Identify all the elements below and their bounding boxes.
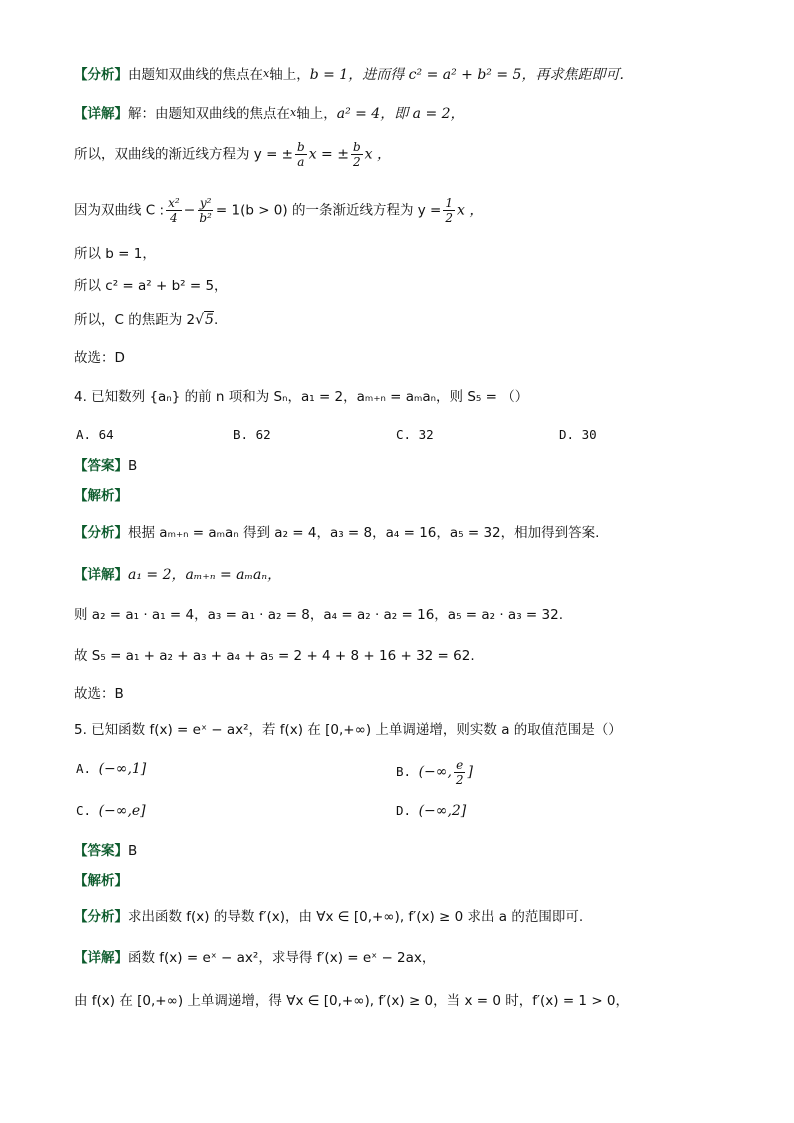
q3-asym-frac1	[295, 140, 307, 169]
frac-numerator: b	[297, 140, 305, 154]
q3-cond-frac3	[443, 196, 455, 225]
q4-stem: 4. 已知数列 {aₙ} 的前 n 项和为 Sₙ，a₁ = 2，aₘ₊ₙ = aₘaₙ，则 S₅ = （）	[74, 389, 529, 405]
q3-cond-mid: = 1(b > 0) 的一条渐近线方程为 y =	[215, 202, 442, 219]
q5-answer-line	[74, 840, 137, 862]
q4-jiexi-line	[74, 485, 128, 507]
q5-option-d-math: (−∞,2]	[418, 803, 467, 819]
q5-detail-line	[74, 947, 435, 969]
q4-option-b: B. 62	[233, 427, 271, 442]
q4-analysis-text: 根据 aₘ₊ₙ = aₘaₙ 得到 a₂ = 4，a₃ = 8，a₄ = 16，a₅ = 32，相加得到答案.	[128, 525, 600, 541]
q3-detail-x: x	[290, 106, 297, 119]
q3-cond-minus: −	[183, 202, 196, 219]
q5-option-c-math: (−∞,e]	[98, 803, 146, 819]
q3-focal-pre: 所以，C 的焦距为 2	[74, 312, 196, 328]
q3-asymptote-line	[74, 140, 391, 169]
q4-detail-text: a₁ = 2，aₘ₊ₙ = aₘaₙ，	[128, 567, 282, 583]
q5-last-line: 由 f(x) 在 [0,+∞) 上单调递增，得 ∀x ∈ [0,+∞), f′(x) ≥ 0，当 x = 0 时，f′(x) = 1 > 0，	[74, 993, 630, 1009]
q5-option-b	[396, 758, 473, 787]
q5-option-a-math: (−∞,1]	[98, 761, 147, 777]
q4-detail-line	[74, 564, 281, 586]
jiexi-tag: 【解析】	[74, 873, 128, 889]
q5-option-b-pre: (−∞,	[418, 764, 452, 780]
q4-option-d: D. 30	[559, 427, 597, 442]
q5-option-c	[76, 803, 146, 819]
detail-tag: 【详解】	[74, 950, 128, 966]
q3-analysis-math: b = 1，进而得 c² = a² + b² = 5，再求焦距即可.	[309, 67, 624, 83]
q3-detail-math: a² = 4，即 a = 2，	[336, 106, 465, 122]
detail-tag: 【详解】	[74, 567, 128, 583]
q5-option-c-letter: C.	[76, 803, 92, 818]
q3-detail-text-a: 解：由题知双曲线的焦点在	[128, 106, 290, 122]
q4-sum-line: 故 S₅ = a₁ + a₂ + a₃ + a₄ + a₅ = 2 + 4 + 8 + 16 + 32 = 62.	[74, 648, 475, 664]
q5-stem: 5. 已知函数 f(x) = eˣ − ax²，若 f(x) 在 [0,+∞) 上单调递增，则实数 a 的取值范围是（）	[74, 722, 622, 738]
frac-denominator: 2	[352, 155, 361, 169]
q4-option-c: C. 32	[396, 427, 434, 442]
q3-cond-pre: 因为双曲线 C :	[74, 202, 165, 219]
frac-numerator: x²	[168, 196, 180, 210]
analysis-tag: 【分析】	[74, 909, 128, 925]
sqrt-icon: √	[195, 312, 205, 328]
q3-c-line: 所以 c² = a² + b² = 5，	[74, 278, 228, 294]
q5-option-b-letter: B.	[396, 764, 412, 779]
q3-asym-mid: x = ±	[308, 146, 349, 163]
q3-asym-post: x ，	[364, 146, 391, 163]
frac-denominator: 2	[445, 211, 453, 225]
q3-detail-line	[74, 102, 465, 125]
q3-focal-radicand: 5	[205, 312, 214, 328]
frac-denominator: b²	[199, 211, 212, 225]
q3-asym-frac2	[351, 140, 363, 169]
q4-answer-line	[74, 455, 137, 477]
q3-analysis-text-a: 由题知双曲线的焦点在	[128, 67, 263, 83]
q5-analysis-text: 求出函数 f(x) 的导数 f′(x)，由 ∀x ∈ [0,+∞), f′(x) ≥ 0 求出 a 的范围即可.	[128, 909, 584, 925]
frac-numerator: e	[456, 758, 464, 772]
q3-analysis-x: x	[263, 67, 270, 80]
analysis-tag: 【分析】	[74, 67, 128, 83]
q3-focal-post: .	[213, 312, 219, 328]
q5-detail-text: 函数 f(x) = eˣ − ax²，求导得 f′(x) = eˣ − 2ax，	[128, 950, 436, 966]
q5-answer-value: B	[128, 843, 138, 859]
q3-cond-post: x ，	[456, 202, 484, 219]
q3-analysis-text-c: 轴上，	[269, 67, 310, 83]
q5-analysis-line	[74, 906, 583, 928]
jiexi-tag: 【解析】	[74, 488, 128, 504]
q3-choice: 故选：D	[74, 350, 125, 366]
frac-denominator: 4	[170, 211, 178, 225]
q5-option-d-letter: D.	[396, 803, 412, 818]
frac-numerator: b	[352, 140, 361, 154]
q3-analysis-line	[74, 63, 624, 86]
q5-jiexi-line	[74, 870, 128, 892]
frac-numerator: 1	[445, 196, 453, 210]
q3-asym-pre: 所以，双曲线的渐近线方程为 y = ±	[74, 146, 293, 163]
q4-answer-value: B	[128, 458, 138, 474]
analysis-tag: 【分析】	[74, 525, 128, 541]
q3-b-line: 所以 b = 1，	[74, 246, 156, 262]
q3-focal-line	[74, 309, 218, 331]
q3-cond-frac1	[166, 196, 182, 225]
q4-option-a: A. 64	[76, 427, 114, 442]
detail-tag: 【详解】	[74, 106, 128, 122]
q5-option-a-letter: A.	[76, 761, 92, 776]
frac-denominator: a	[297, 155, 305, 169]
q5-option-d	[396, 803, 466, 819]
answer-tag: 【答案】	[74, 458, 128, 474]
q5-option-a	[76, 761, 146, 777]
q3-cond-frac2	[197, 196, 214, 225]
q5-option-b-frac	[454, 758, 466, 787]
q4-analysis-line	[74, 522, 599, 544]
q3-condition-line	[74, 196, 483, 225]
q4-choice: 故选：B	[74, 686, 124, 702]
frac-numerator: y²	[199, 196, 212, 210]
answer-tag: 【答案】	[74, 843, 128, 859]
q5-option-b-post: ]	[467, 764, 474, 780]
frac-denominator: 2	[455, 773, 464, 787]
q4-then-line: 则 a₂ = a₁ · a₁ = 4，a₃ = a₁ · a₂ = 8，a₄ = a₂ · a₂ = 16，a₅ = a₂ · a₃ = 32.	[74, 607, 563, 623]
q3-detail-text-c: 轴上，	[296, 106, 337, 122]
